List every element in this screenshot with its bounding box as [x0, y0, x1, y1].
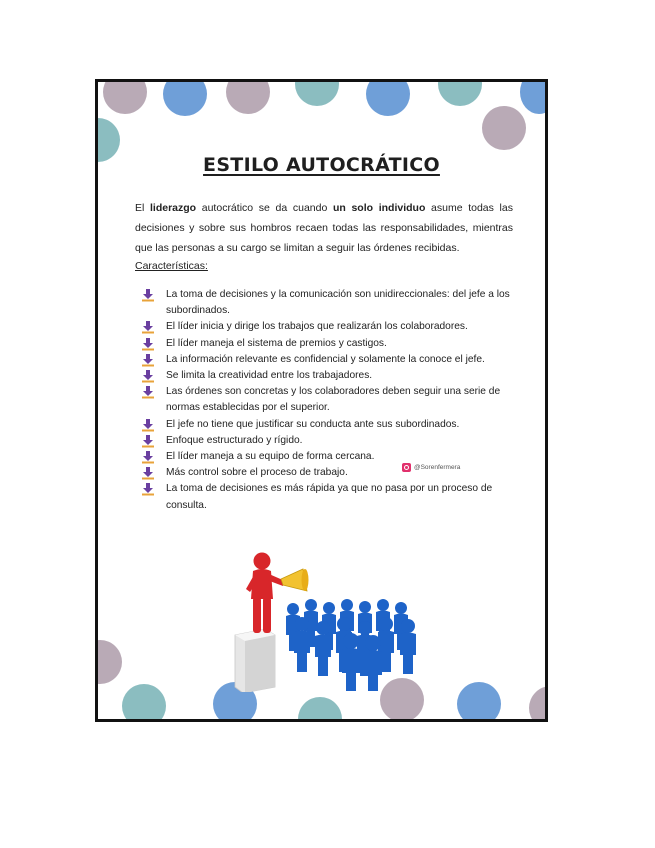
page-title: ESTILO AUTOCRÁTICO [203, 154, 440, 176]
list-item: Enfoque estructurado y rígido. [141, 433, 516, 449]
decor-dot [438, 79, 482, 106]
list-item: El jefe no tiene que justificar su conducta ante sus subordinados. [141, 417, 516, 433]
bullet-arrow-icon [141, 353, 155, 367]
bullet-arrow-icon [141, 450, 155, 464]
characteristics-heading: Características: [135, 260, 208, 272]
decor-dot [482, 106, 526, 150]
decor-dot [95, 640, 122, 684]
intro-paragraph: El liderazgo autocrático se da cuando un solo individuo asume todas las decisiones y sobre sus hombros recaen todas las responsabilidades, mientras que las personas a su cargo se limitan a seguir las órdenes recibidas. [135, 202, 513, 254]
list-item: Más control sobre el proceso de trabajo. [141, 465, 516, 481]
decor-dot [122, 684, 166, 722]
decor-dot [103, 79, 147, 114]
decor-dot [529, 686, 548, 722]
podium [235, 629, 275, 692]
bullet-arrow-icon [141, 369, 155, 383]
decor-dot [295, 79, 339, 106]
list-item: El líder maneja el sistema de premios y castigos. [141, 336, 516, 352]
crowd [286, 599, 416, 691]
bullet-arrow-icon [141, 288, 155, 302]
megaphone-icon [281, 569, 309, 591]
decor-dot [520, 79, 548, 114]
watermark-handle: @Sorenfermera [414, 464, 461, 471]
bullet-arrow-icon [141, 482, 155, 496]
watermark [402, 463, 460, 472]
bullet-arrow-icon [141, 434, 155, 448]
bullet-arrow-icon [141, 337, 155, 351]
poster [95, 79, 548, 722]
list-item: La toma de decisiones es más rápida ya que no pasa por un proceso de consulta. [141, 481, 516, 513]
list-item: La información relevante es confidencial y solamente la conoce el jefe. [141, 352, 516, 368]
decor-dot [366, 79, 410, 116]
list-item: La toma de decisiones y la comunicación son unidireccionales: del jefe a los subordinados. [141, 287, 516, 319]
list-item: El líder maneja a su equipo de forma cercana. [141, 449, 516, 465]
decor-dot [226, 79, 270, 114]
bullet-arrow-icon [141, 385, 155, 399]
decor-dot [457, 682, 501, 722]
list-item: Se limita la creatividad entre los trabajadores. [141, 368, 516, 384]
instagram-icon [402, 463, 411, 472]
decor-dot [298, 697, 342, 722]
decor-dot [163, 79, 207, 116]
list-item: Las órdenes son concretas y los colaboradores deben seguir una serie de normas establecidas por el superior. [141, 384, 516, 416]
bullet-arrow-icon [141, 466, 155, 480]
leader-crowd-illustration [223, 547, 428, 692]
list-item: El líder inicia y dirige los trabajos que realizarán los colaboradores. [141, 319, 516, 335]
bullet-arrow-icon [141, 320, 155, 334]
leader-figure [246, 553, 285, 634]
bullet-arrow-icon [141, 418, 155, 432]
characteristics-list [141, 287, 516, 514]
